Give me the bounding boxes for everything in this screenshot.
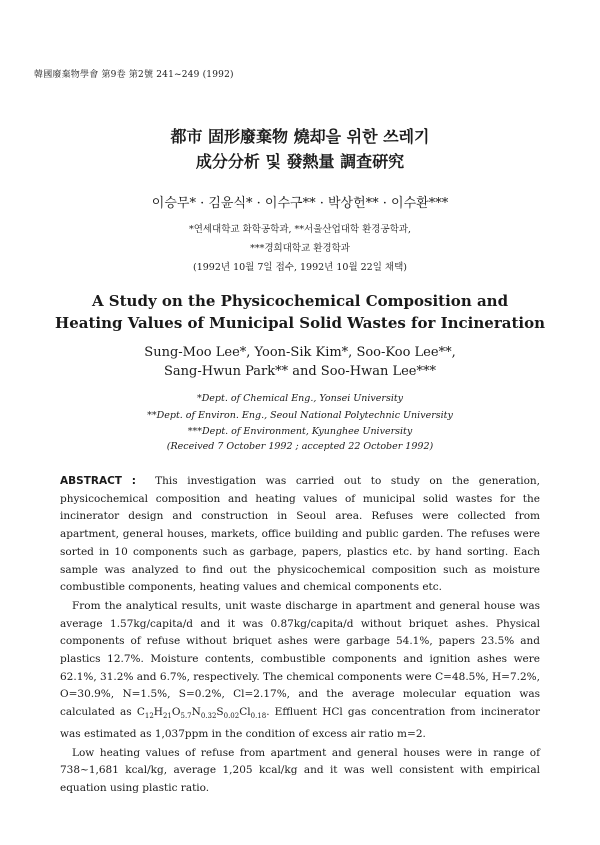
journal-header: 韓國廢棄物學會 第9卷 第2號 241~249 (1992) xyxy=(34,70,234,80)
english-authors-line-2: Sang-Hwun Park** and Soo-Hwan Lee*** xyxy=(164,364,436,379)
abstract-text-1: This investigation was carried out to study on the generation, physicochemical composition and heating values of municipal solid wastes for the incinerator design and construction in Seoul area. Refuses were collected from apartment, general houses, markets, office building and public garden. The refuses were sorted in 10 components such as garbage, papers, plastics etc. by hand sorting. Each sample was analyzed to find out the physicochemical composition such as moisture combustible components, heating values and chemical components etc. xyxy=(60,475,540,594)
korean-authors: 이승무* · 김윤식* · 이수구** · 박상헌** · 이수환*** xyxy=(151,196,449,211)
english-received-dates: (Received 7 October 1992 ; accepted 22 October 1992) xyxy=(166,441,434,452)
korean-title-line-2: 成分分析 및 發熱量 調査硏究 xyxy=(195,152,405,171)
english-affiliation-1: *Dept. of Chemical Eng., Yonsei University xyxy=(196,393,404,404)
abstract-text-2b: . Effluent HCl gas concentration from incinerator was estimated as 1,037ppm in the condition of excess air ratio m=2. xyxy=(60,706,540,740)
abstract-text-2: From the analytical results, unit waste discharge in apartment and general house was average 1.57kg/capita/d and it was 0.87kg/capita/d without briquet ashes. Physical components of refuse without briquet ashes were garbage 54.1%, papers 23.5% and plastics 12.7%. Moisture contents, combustible components and ignition ashes were 62.1%, 31.2% and 6.7%, respectively. The chemical components were C=48.5%, H=7.2%, O=30.9%, N=1.5%, S=0.2%, Cl=2.17%, and the average molecular equation was calculated as xyxy=(60,599,540,719)
english-affiliation-3: ***Dept. of Environment, Kyunghee University xyxy=(187,426,413,437)
molecular-formula: $C_{12}H_{21}O_{5.7}N_{0.32}S_{0.02}Cl_{0.18}$ xyxy=(136,706,267,721)
abstract-section xyxy=(60,473,540,799)
english-title-line-2: Heating Values of Municipal Solid Wastes for Incineration xyxy=(55,314,545,332)
abstract-label: ABSTRACT : xyxy=(60,475,137,487)
korean-affiliation-2: ***경희대학교 환경학과 xyxy=(250,243,350,254)
english-title-line-1: A Study on the Physicochemical Composition and xyxy=(91,292,509,310)
korean-affiliation-1: *연세대학교 화학공학과, **서울산업대학 환경공학과, xyxy=(188,224,412,235)
korean-received-dates: (1992년 10월 7일 접수, 1992년 10월 22일 채택) xyxy=(192,262,407,273)
english-affiliation-2: **Dept. of Environ. Eng., Seoul National Polytechnic University xyxy=(147,410,453,421)
english-authors-line-1: Sung-Moo Lee*, Yoon-Sik Kim*, Soo-Koo Lee**, xyxy=(144,345,456,360)
abstract-paragraph-2 xyxy=(60,598,540,744)
abstract-text-3: Low heating values of refuse from apartment and general houses were in range of 738~1,681 kcal/kg, average 1,205 kcal/kg and it was well consistent with empirical equation using plastic ratio. xyxy=(60,746,540,795)
abstract-paragraph-1 xyxy=(60,473,540,597)
korean-title-line-1: 都市 固形廢棄物 燒却을 위한 쓰레기 xyxy=(170,127,430,146)
abstract-paragraph-3 xyxy=(60,745,540,798)
